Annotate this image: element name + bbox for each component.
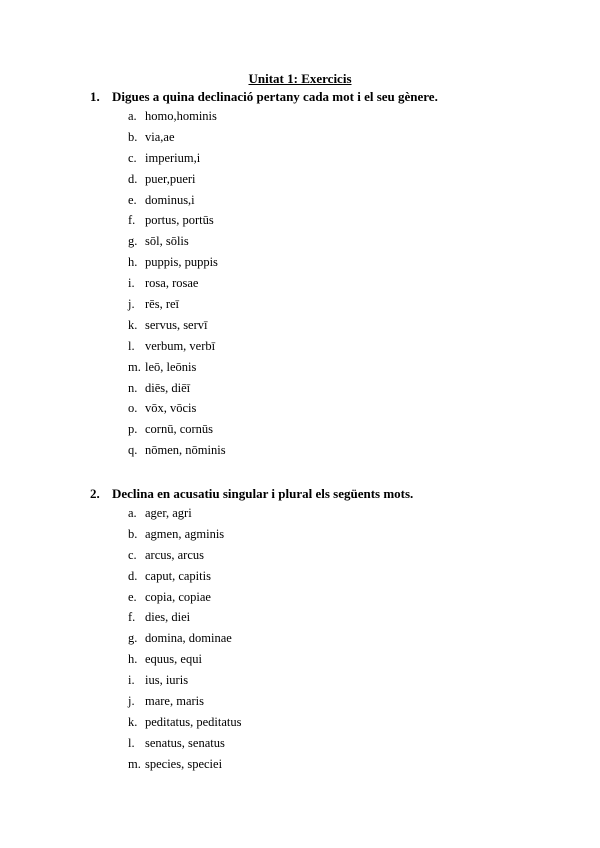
list-item — [128, 630, 242, 651]
list-item — [128, 672, 242, 693]
list-item — [128, 129, 226, 150]
item-text: sōl, sōlis — [145, 234, 189, 249]
list-item — [128, 212, 226, 233]
list-item — [128, 233, 226, 254]
list-item — [128, 338, 226, 359]
question-number: 2. — [90, 486, 100, 501]
item-letter: g. — [128, 631, 138, 646]
list-item — [128, 275, 226, 296]
item-letter: e. — [128, 589, 137, 604]
item-letter: c. — [128, 150, 137, 165]
item-text: equus, equi — [145, 652, 202, 667]
question-2-item-list — [128, 505, 242, 777]
item-letter: k. — [128, 317, 138, 332]
item-text: verbum, verbī — [145, 338, 216, 353]
item-text: mare, maris — [145, 694, 205, 709]
list-item — [128, 547, 242, 568]
item-letter: c. — [128, 547, 137, 562]
item-letter: d. — [128, 568, 138, 583]
list-item — [128, 171, 226, 192]
question-number: 1. — [90, 89, 100, 104]
list-item — [128, 735, 242, 756]
item-letter: l. — [128, 735, 135, 750]
item-letter: a. — [128, 109, 137, 123]
list-item — [128, 150, 226, 171]
question-1-item-list — [128, 108, 226, 463]
item-text: puer,pueri — [145, 171, 196, 186]
item-letter: j. — [128, 694, 135, 709]
item-letter: a. — [128, 506, 137, 520]
list-item — [128, 442, 226, 463]
item-letter: b. — [128, 526, 138, 541]
item-letter: m. — [128, 359, 141, 374]
item-letter: m. — [128, 756, 141, 771]
item-text: cornū, cornūs — [145, 422, 214, 437]
list-item — [128, 359, 226, 380]
item-letter: q. — [128, 443, 138, 458]
item-letter: o. — [128, 401, 138, 416]
list-item — [128, 400, 226, 421]
list-item — [128, 380, 226, 401]
list-item — [128, 568, 242, 589]
item-text: servus, servī — [145, 317, 208, 332]
item-letter: e. — [128, 192, 137, 207]
item-text: dies, diei — [145, 610, 191, 625]
item-text: ager, agri — [145, 506, 192, 520]
item-letter: l. — [128, 338, 135, 353]
list-item — [128, 651, 242, 672]
list-item — [128, 589, 242, 610]
item-text: rosa, rosae — [145, 276, 199, 291]
list-item — [128, 693, 242, 714]
list-item — [128, 108, 226, 129]
list-item — [128, 421, 226, 442]
item-text: species, speciei — [145, 756, 223, 771]
item-text: homo,hominis — [145, 109, 217, 123]
item-text: nōmen, nōminis — [145, 443, 226, 458]
list-item — [128, 254, 226, 275]
item-letter: k. — [128, 714, 138, 729]
item-text: via,ae — [145, 129, 175, 144]
item-text: senatus, senatus — [145, 735, 225, 750]
item-text: caput, capitis — [145, 568, 211, 583]
item-text: leō, leōnis — [145, 359, 197, 374]
item-letter: p. — [128, 422, 138, 437]
item-text: rēs, reī — [145, 297, 180, 312]
item-letter: j. — [128, 297, 135, 312]
item-letter: d. — [128, 171, 138, 186]
item-letter: h. — [128, 652, 138, 667]
item-letter: i. — [128, 673, 135, 688]
item-text: dominus,i — [145, 192, 195, 207]
list-item — [128, 609, 242, 630]
item-letter: n. — [128, 380, 138, 395]
item-text: puppis, puppis — [145, 255, 218, 270]
list-item — [128, 317, 226, 338]
item-letter: g. — [128, 234, 138, 249]
item-letter: b. — [128, 129, 138, 144]
item-text: vōx, vōcis — [145, 401, 197, 416]
list-item — [128, 756, 242, 777]
list-item — [128, 714, 242, 735]
question-text: Digues a quina declinació pertany cada mot i el seu gènere. — [112, 89, 438, 104]
item-text: diēs, diēī — [145, 380, 191, 395]
item-letter: h. — [128, 255, 138, 270]
question-2-heading — [90, 486, 413, 502]
list-item — [128, 526, 242, 547]
question-1-heading — [90, 89, 438, 105]
item-text: ius, iuris — [145, 673, 189, 688]
item-text: domina, dominae — [145, 631, 232, 646]
page-title: Unitat 1: Exercicis — [248, 71, 352, 86]
item-text: imperium,i — [145, 150, 201, 165]
item-letter: f. — [128, 610, 136, 625]
item-text: portus, portūs — [145, 213, 214, 228]
list-item — [128, 505, 242, 526]
item-letter: f. — [128, 213, 136, 228]
item-text: agmen, agminis — [145, 526, 225, 541]
list-item — [128, 296, 226, 317]
question-text: Declina en acusatiu singular i plural els següents mots. — [112, 486, 414, 501]
item-text: arcus, arcus — [145, 547, 204, 562]
item-text: copia, copiae — [145, 589, 211, 604]
item-letter: i. — [128, 276, 135, 291]
item-text: peditatus, peditatus — [145, 714, 242, 729]
list-item — [128, 192, 226, 213]
